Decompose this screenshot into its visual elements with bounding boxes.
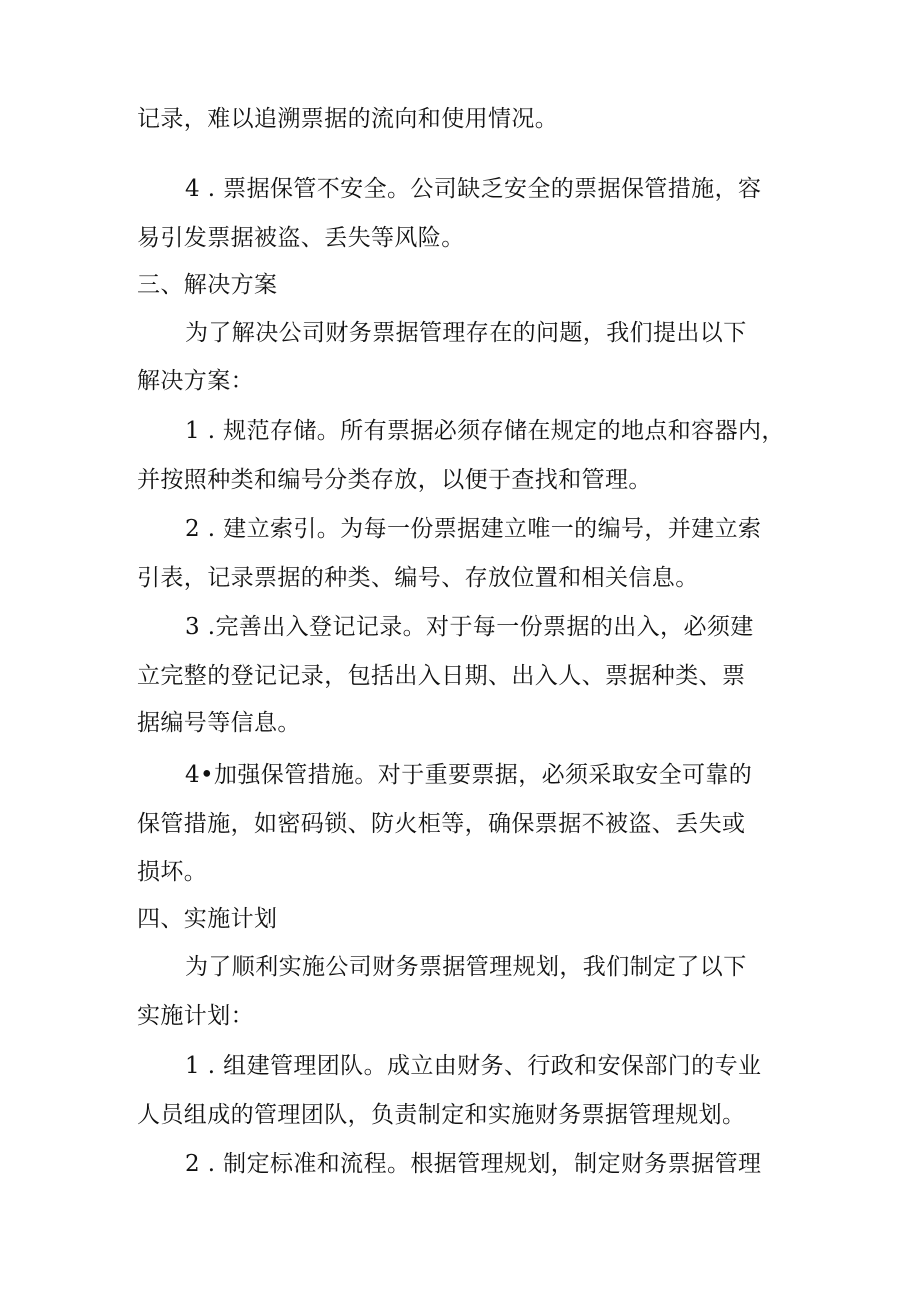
solution-3-line-3: 据编号等信息。 <box>137 710 301 736</box>
problem-4-line-2: 易引发票据被盗、丢失等风险。 <box>137 225 465 251</box>
solution-3-line-2: 立完整的登记记录，包括出入日期、出入人、票据种类、票 <box>137 663 746 689</box>
solutions-intro-line-2: 解决方案： <box>137 368 254 394</box>
section-heading-implementation: 四、实施计划 <box>137 906 278 932</box>
implementation-intro-line-1: 为了顺利实施公司财务票据管理规划，我们制定了以下 <box>185 954 747 980</box>
solution-4-line-2: 保管措施，如密码锁、防火柜等，确保票据不被盗、丢失或 <box>137 811 746 837</box>
section-heading-solutions: 三、解决方案 <box>137 272 278 298</box>
plan-2-line-1: 2 . 制定标准和流程。根据管理规划，制定财务票据管理 <box>185 1151 762 1177</box>
solution-3-line-1: 3 .完善出入登记记录。对于每一份票据的出入，必须建 <box>185 614 754 640</box>
solution-4-line-3: 损坏。 <box>137 859 208 885</box>
solution-1-line-2: 并按照种类和编号分类存放，以便于查找和管理。 <box>137 467 652 493</box>
paragraph-continuation-line: 记录，难以追溯票据的流向和使用情况。 <box>137 106 559 132</box>
plan-1-line-2: 人员组成的管理团队，负责制定和实施财务票据管理规划。 <box>137 1102 746 1128</box>
solution-2-line-2: 引表，记录票据的种类、编号、存放位置和相关信息。 <box>137 565 699 591</box>
solution-2-line-1: 2 . 建立索引。为每一份票据建立唯一的编号，并建立索 <box>185 516 762 542</box>
solution-4-line-1: 4•加强保管措施。对于重要票据，必须采取安全可靠的 <box>185 762 753 788</box>
plan-1-line-1: 1 . 组建管理团队。成立由财务、行政和安保部门的专业 <box>185 1053 762 1079</box>
solution-1-line-1: 1 . 规范存储。所有票据必须存储在规定的地点和容器内， <box>185 418 785 444</box>
problem-4-line-1: 4 . 票据保管不安全。公司缺乏安全的票据保管措施，容 <box>185 176 762 202</box>
implementation-intro-line-2: 实施计划： <box>137 1003 254 1029</box>
solutions-intro-line-1: 为了解决公司财务票据管理存在的问题，我们提出以下 <box>185 320 747 346</box>
